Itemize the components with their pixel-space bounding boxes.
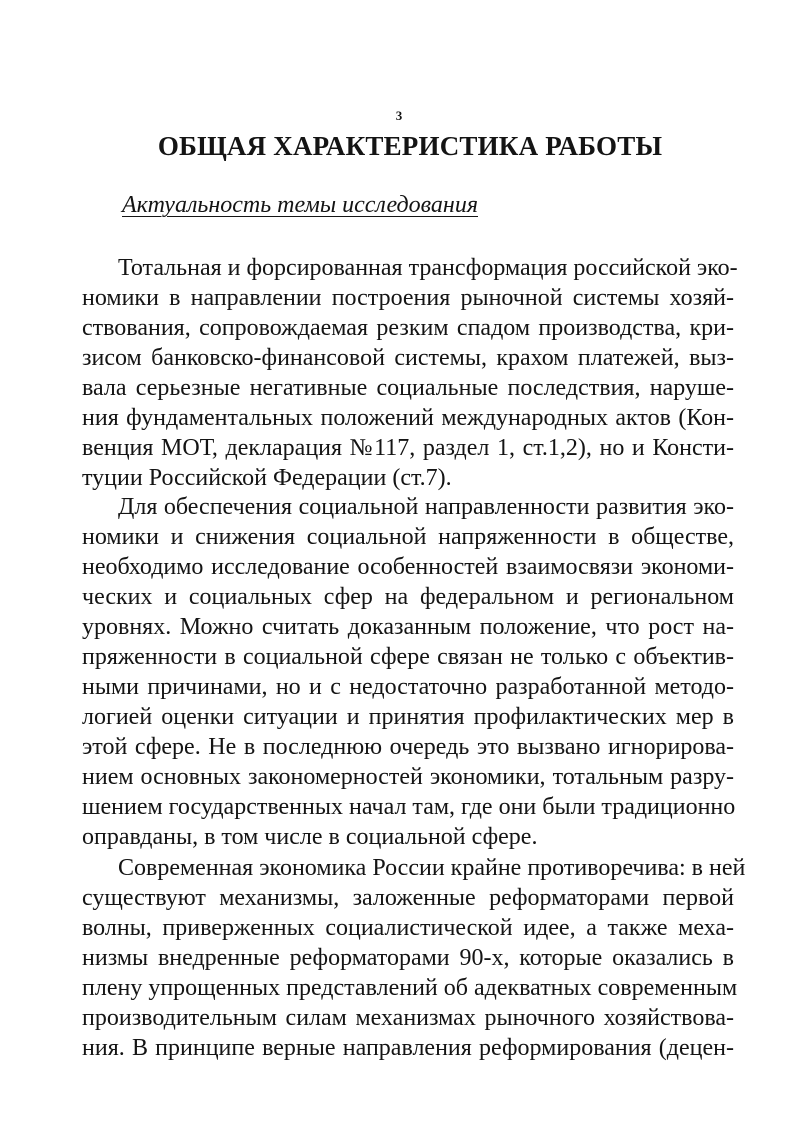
text-line: низмы внедренные реформаторами 90-х, которые оказались в bbox=[82, 945, 734, 971]
text-line: Для обеспечения социальной направленности развития эко- bbox=[118, 494, 734, 520]
paragraph-1 bbox=[82, 253, 738, 493]
text-line: оправданы, в том числе в социальной сфере. bbox=[82, 824, 538, 850]
text-line: зисом банковско-финансовой системы, крахом платежей, выз- bbox=[82, 345, 734, 371]
paragraph-2 bbox=[82, 492, 734, 852]
text-line: венция МОТ, декларация №117, раздел 1, ст.1,2), но и Консти- bbox=[82, 435, 734, 461]
text-line: шением государственных начал там, где они были традиционно bbox=[82, 794, 736, 820]
text-line: номики в направлении построения рыночной системы хозяй- bbox=[82, 285, 734, 311]
text-line: туции Российской Федерации (ст.7). bbox=[82, 465, 452, 491]
text-line: вала серьезные негативные социальные последствия, наруше- bbox=[82, 375, 734, 401]
text-line: уровнях. Можно считать доказанным положение, что рост на- bbox=[82, 614, 734, 640]
page-title: ОБЩАЯ ХАРАКТЕРИСТИКА РАБОТЫ bbox=[157, 131, 663, 161]
text-line: волны, приверженных социалистической идее, а также меха- bbox=[82, 915, 734, 941]
text-line: плену упрощенных представлений об адекватных современным bbox=[82, 975, 738, 1001]
text-line: нием основных закономерностей экономики, тотальным разру- bbox=[82, 764, 734, 790]
text-line: существуют механизмы, заложенные реформаторами первой bbox=[82, 885, 734, 911]
paragraph-3 bbox=[82, 853, 746, 1063]
text-line: ния фундаментальных положений международных актов (Кон- bbox=[82, 405, 734, 431]
text-line: пряженности в социальной сфере связан не только с объектив- bbox=[82, 644, 734, 670]
text-line: ствования, сопровождаемая резким спадом производства, кри- bbox=[82, 315, 734, 341]
text-line: Тотальная и форсированная трансформация российской эко- bbox=[118, 255, 738, 281]
page-number: 3 bbox=[395, 108, 403, 123]
text-line: номики и снижения социальной напряженности в обществе, bbox=[82, 524, 734, 550]
text-line: логией оценки ситуации и принятия профилактических мер в bbox=[82, 704, 734, 730]
text-line: Современная экономика России крайне противоречива: в ней bbox=[118, 855, 746, 881]
text-line: производительным силам механизмах рыночного хозяйствова- bbox=[82, 1005, 734, 1031]
text-line: необходимо исследование особенностей взаимосвязи экономи- bbox=[82, 554, 734, 580]
text-line: ными причинами, но и с недостаточно разработанной методо- bbox=[82, 674, 734, 700]
text-line: ческих и социальных сфер на федеральном и региональном bbox=[82, 584, 734, 610]
section-subheading: Актуальность темы исследования bbox=[122, 192, 478, 218]
text-line: этой сфере. Не в последнюю очередь это вызвано игнорирова- bbox=[82, 734, 734, 760]
text-line: ния. В принципе верные направления реформирования (децен- bbox=[82, 1035, 734, 1061]
